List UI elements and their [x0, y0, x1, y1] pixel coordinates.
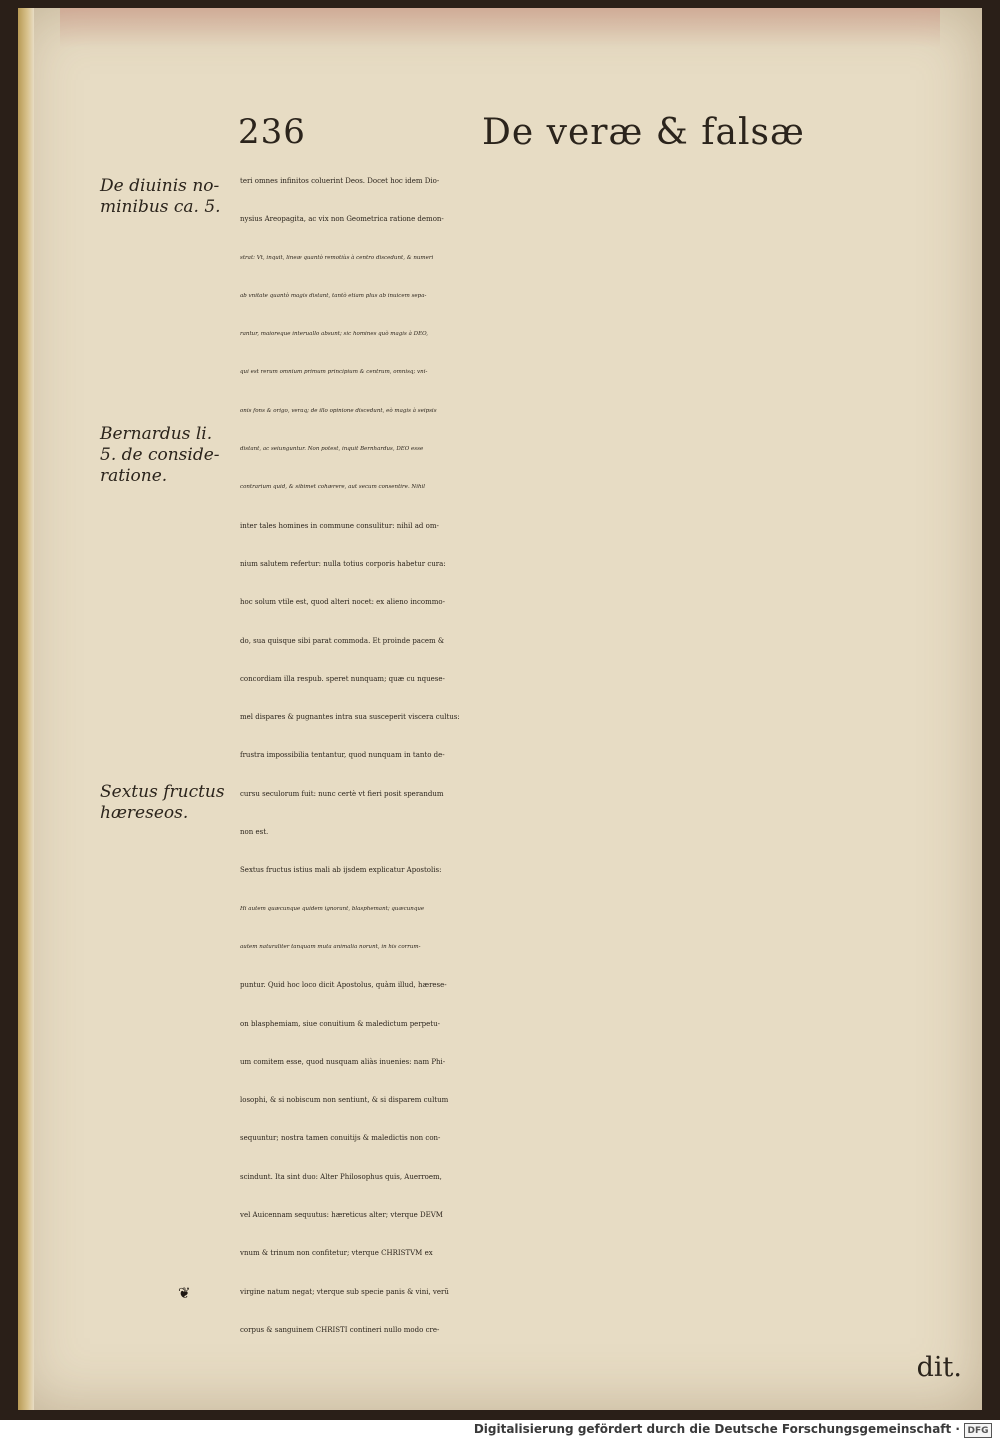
text-line: um comitem esse, quod nusquam aliàs inuenies: nam Phi-: [240, 1057, 446, 1066]
text-line: sequuntur; nostra tamen conuitijs & maledictis non con-: [240, 1134, 441, 1143]
running-head: De veræ & falsæ: [482, 112, 805, 153]
text-line: mel dispares & pugnantes intra sua susceperit viscera cultus:: [240, 713, 460, 722]
text-line: autem naturaliter tanquam muta animalia norunt, in his corrum-: [240, 943, 421, 950]
text-line: puntur. Quid hoc loco dicit Apostolus, quàm illud, hærese-: [240, 981, 447, 990]
main-text-block: [240, 162, 962, 1388]
text-line: onis fons & origo, veraq; de illo opinione discedunt, eò magis à seipsis: [240, 407, 437, 414]
text-line: virgine natum negat; vterque sub specie panis & vini, verũ: [240, 1287, 449, 1296]
text-line: qui est rerum omnium primum principium & centrum, omnisq; vni-: [240, 369, 428, 376]
text-line: cursu seculorum fuit: nunc certè vt fieri posit sperandum: [240, 789, 444, 798]
text-line: dit.: [916, 1352, 962, 1384]
text-line: non est.: [240, 828, 269, 837]
text-line: contrarium quid, & sibimet cohærere, aut secum consentire. Nihil: [240, 484, 426, 491]
text-line: vnum & trinum non confitetur; vterque CHRISTVM ex: [240, 1249, 433, 1258]
text-line: scindunt. Ita sint duo: Alter Philosophus quis, Auerroem,: [240, 1172, 442, 1181]
page-number: 236: [238, 112, 306, 152]
text-line: frustra impossibilia tentantur, quod nunquam in tanto de-: [240, 751, 445, 760]
text-line: vel Auicennam sequutus: hæreticus alter; vterque DEVM: [240, 1211, 443, 1220]
text-line: on blasphemiam, siue conuitium & maledictum perpetu-: [240, 1019, 440, 1028]
margin-note-sextus: Sextus fructus hæreseos.: [100, 782, 225, 823]
text-line: distant, ac seiunguntur. Non potest, inquit Bernhardus, DEO esse: [240, 446, 424, 453]
text-line: corpus & sanguinem CHRISTI contineri nullo modo cre-: [240, 1325, 440, 1334]
text-line: ab vnitate quantò magis distant, tantò etiam plus ab inuicem sepa-: [240, 292, 427, 299]
text-line: Hi autem quæcunque quidem ignorant, blasphemant; quæcunque: [240, 905, 425, 912]
text-line: Sextus fructus istius mali ab ijsdem explicatur Apostolis:: [240, 866, 442, 875]
margin-note-dionysius: De diuinis no- minibus ca. 5.: [100, 176, 221, 217]
text-line: inter tales homines in commune consulitur: nihil ad om-: [240, 521, 439, 530]
text-line: rantur, maioreque interuallo absunt; sic homines quò magis à DEO,: [240, 331, 429, 338]
text-line: strat: Vt, inquit, lineæ quantò remotiùs à centro discedunt, & numeri: [240, 254, 434, 261]
digitization-footer: [0, 1420, 1000, 1443]
text-line: hoc solum vtile est, quod alteri nocet: ex alieno incommo-: [240, 598, 445, 607]
funding-credit: Digitalisierung gefördert durch die Deutsche Forschungsgemeinschaft ·: [473, 1422, 960, 1436]
text-line: nium salutem refertur: nulla totius corporis habetur cura:: [240, 559, 446, 568]
page-gutter: [18, 8, 34, 1410]
text-line: nysius Areopagita, ac vix non Geometrica ratione demon-: [240, 215, 444, 224]
text-line: losophi, & si nobiscum non sentiunt, & si disparem cultum: [240, 1096, 449, 1105]
text-line: concordiam illa respub. speret nunquam; quæ cu nquese-: [240, 674, 445, 683]
margin-note-bernardus: Bernardus li. 5. de conside- ratione.: [100, 424, 220, 486]
dfg-logo: DFG: [964, 1423, 992, 1438]
page-stain: [60, 8, 940, 48]
printer-ornament: ❦: [178, 1284, 191, 1302]
text-line: do, sua quisque sibi parat commoda. Et proinde pacem &: [240, 636, 445, 645]
text-line: teri omnes infinitos coluerint Deos. Docet hoc idem Dio-: [240, 177, 440, 185]
